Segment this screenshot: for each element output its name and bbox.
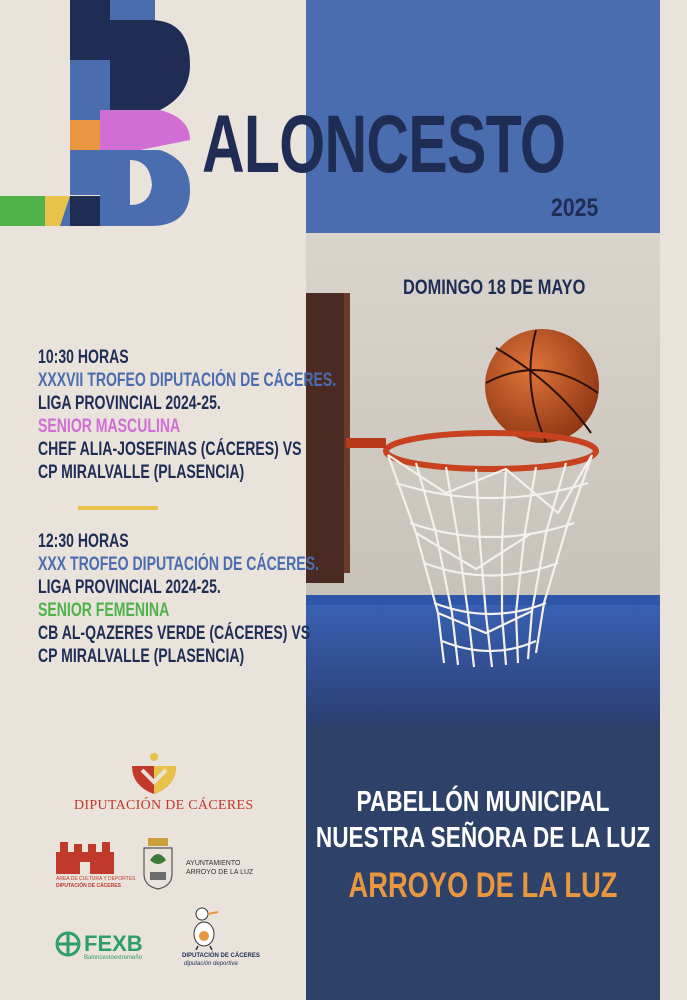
b-monogram-logo [0,0,200,230]
venue-town: ARROYO DE LA LUZ [348,866,618,905]
match-block-2 [38,530,418,668]
match-league: LIGA PROVINCIAL 2024-25. [38,393,221,414]
event-date: DOMINGO 18 DE MAYO [403,276,586,299]
match-time: 10:30 HORAS [38,347,129,368]
cultura-text-1: ÁREA DE CULTURA Y DEPORTES [56,876,136,882]
venue-panel [306,725,660,1000]
diputacion-logo-text: DIPUTACIÓN DE CÁCERES [74,798,254,813]
cultura-text-2: DIPUTACIÓN DE CÁCERES [56,883,121,889]
venue-line-1: PABELLÓN MUNICIPAL [356,786,610,818]
deportiva-text-1: DIPUTACIÓN DE CÁCERES [182,953,260,959]
match-team-1: CHEF ALIA-JOSEFINAS (CÁCERES) VS [38,439,302,460]
year-label: 2025 [551,194,599,222]
match-block-1 [38,346,441,484]
fexb-subtext: Baloncestoextremeño [84,955,143,961]
fexb-logo-text: FEXB [84,931,143,956]
ayuntamiento-text-2: ARROYO DE LA LUZ [186,869,254,876]
match-divider [78,506,158,510]
fexb-icon [54,930,84,958]
stork-mascot-icon [188,906,220,950]
ayuntamiento-crest-icon [142,838,174,890]
match-trophy: XXX TROFEO DIPUTACIÓN DE CÁCERES. [38,554,319,575]
match-team-2: CP MIRALVALLE (PLASENCIA) [38,646,245,667]
title-aloncesto: ALONCESTO [202,99,566,190]
diputacion-shield-icon [128,752,180,796]
match-time: 12:30 HORAS [38,531,129,552]
match-category: SENIOR FEMENINA [38,600,170,621]
match-league: LIGA PROVINCIAL 2024-25. [38,577,221,598]
match-team-2: CP MIRALVALLE (PLASENCIA) [38,462,245,483]
venue-line-2: NUESTRA SEÑORA DE LA LUZ [315,822,651,854]
match-category: SENIOR MASCULINA [38,416,181,437]
ayuntamiento-text-1: AYUNTAMIENTO [186,860,241,867]
match-trophy: XXXVII TROFEO DIPUTACIÓN DE CÁCERES. [38,370,337,391]
match-team-1: CB AL-QAZERES VERDE (CÁCERES) VS [38,623,311,644]
castle-icon [56,840,114,874]
right-margin [660,0,687,1000]
deportiva-text-2: diputación deportiva [184,961,238,967]
